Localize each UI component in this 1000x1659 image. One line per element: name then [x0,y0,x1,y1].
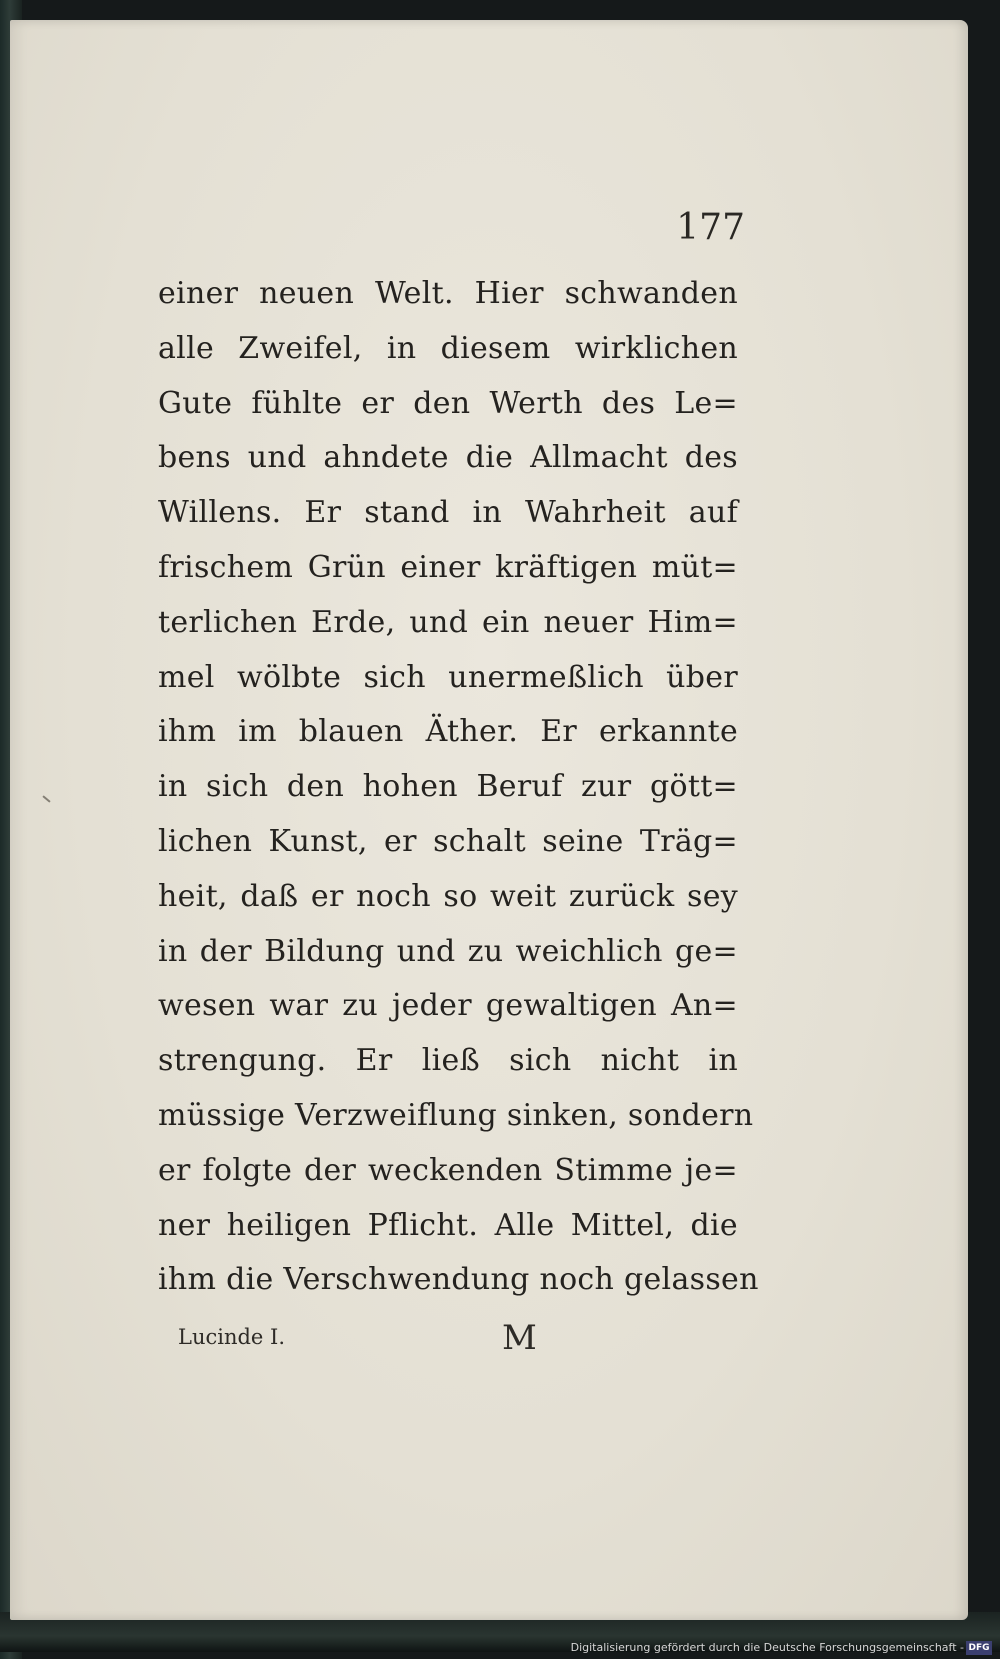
text-line: heit, daß er noch so weit zurück sey [158,878,738,914]
digitization-credit: Digitalisierung gefördert durch die Deutsche Forschungsgemeinschaft - [570,1641,964,1654]
page-text [158,267,759,1308]
text-line: ner heiligen Pflicht. Alle Mittel, die [158,1207,738,1243]
text-line: frischem Grün einer kräftigen müt= [158,549,738,585]
page-number: 177 [676,207,745,248]
text-line: Gute fühlte er den Werth des Le= [158,385,738,421]
text-line: alle Zweifel, in diesem wirklichen [158,330,738,366]
text-line: strengung. Er ließ sich nicht in [158,1043,738,1079]
gathering-signature: M [502,1318,537,1358]
text-line: Willens. Er stand in Wahrheit auf [158,495,738,531]
text-line: einer neuen Welt. Hier schwanden [158,276,738,311]
dfg-logo: DFG [966,1641,992,1655]
book-page [10,20,968,1620]
text-line: er folgte der weckenden Stimme je= [158,1152,738,1188]
text-line: ihm die Verschwendung noch gelassen [158,1262,759,1298]
text-line: lichen Kunst, er schalt seine Träg= [158,823,738,859]
text-line: mel wölbte sich unermeßlich über [158,659,738,695]
text-line: ihm im blauen Äther. Er erkannte [158,714,738,750]
text-line: bens und ahndete die Allmacht des [158,440,738,476]
text-line: wesen war zu jeder gewaltigen An= [158,988,738,1024]
signature-mark: Lucinde I. [178,1325,285,1349]
text-line: terlichen Erde, und ein neuer Him= [158,604,738,640]
text-line: in sich den hohen Beruf zur gött= [158,769,738,805]
text-line: in der Bildung und zu weichlich ge= [158,933,738,969]
text-line: müssige Verzweiflung sinken, sondern [158,1097,754,1133]
